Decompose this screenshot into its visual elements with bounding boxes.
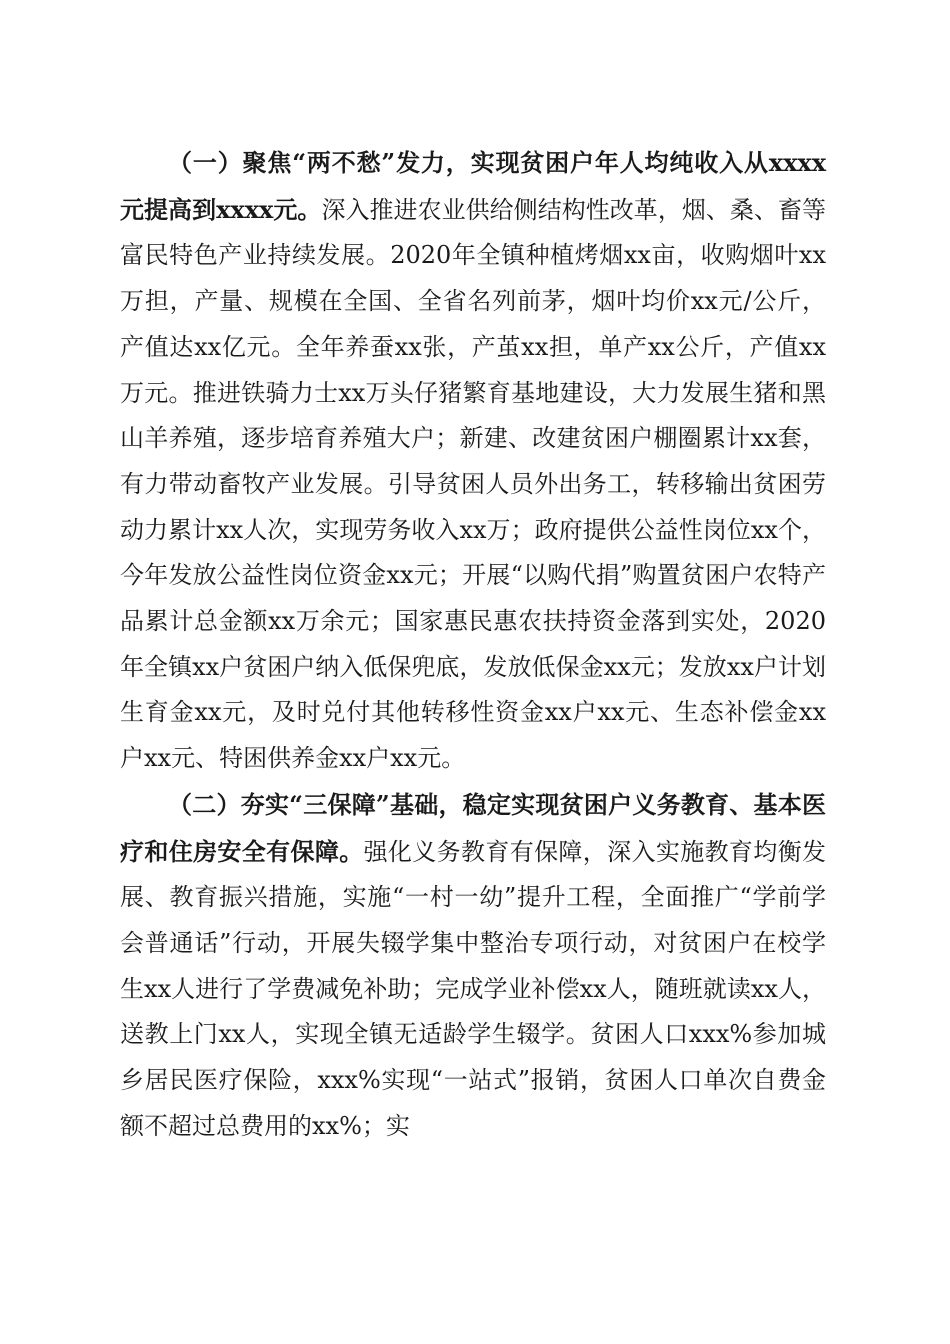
paragraph-1 bbox=[120, 140, 826, 782]
paragraph-2-heading: （二）夯实“三保障”基础，稳定实现贫困户义务教育、基本医疗和住房安全有保障。 bbox=[120, 789, 826, 866]
document-body bbox=[120, 140, 826, 1149]
paragraph-1-text: 深入推进农业供给侧结构性改革，烟、桑、畜等富民特色产业持续发展。2020年全镇种植烤烟xx亩，收购烟叶xx万担，产量、规模在全国、全省名列前茅，烟叶均价xx元/公斤，产值达xx亿元。全年养蚕xx张，产茧xx担，单产xx公斤，产值xx万元。推进铁骑力士xx万头仔猪繁育基地建设，大力发展生猪和黑山羊养殖，逐步培育养殖大户；新建、改建贫困户棚圈累计xx套，有力带动畜牧产业发展。引导贫困人员外出务工，转移输出贫困劳动力累计xx人次，实现劳务收入xx万；政府提供公益性岗位xx个，今年发放公益性岗位资金xx元；开展“以购代捐”购置贫困户农特产品累计总金额xx万余元；国家惠民惠农扶持资金落到实处，2020年全镇xx户贫困户纳入低保兜底，发放低保金xx元；发放xx户计划生育金xx元，及时兑付其他转移性资金xx户xx元、生态补偿金xx户xx元、特困供养金xx户xx元。 bbox=[120, 195, 827, 773]
paragraph-2-text: 强化义务教育有保障，深入实施教育均衡发展、教育振兴措施，实施“一村一幼”提升工程，全面推广“学前学会普通话”行动，开展失辍学集中整治专项行动，对贫困户在校学生xx人进行了学费减免补助；完成学业补偿xx人，随班就读xx人，送教上门xx人，实现全镇无适龄学生辍学。贫困人口xxx%参加城乡居民医疗保险，xxx%实现“一站式”报销，贫困人口单次自费金额不超过总费用的xx%；实 bbox=[120, 837, 827, 1140]
paragraph-1-heading: （一）聚焦“两不愁”发力，实现贫困户年人均纯收入从xxxx元提高到xxxx元。 bbox=[120, 148, 826, 224]
paragraph-2 bbox=[120, 782, 826, 1150]
